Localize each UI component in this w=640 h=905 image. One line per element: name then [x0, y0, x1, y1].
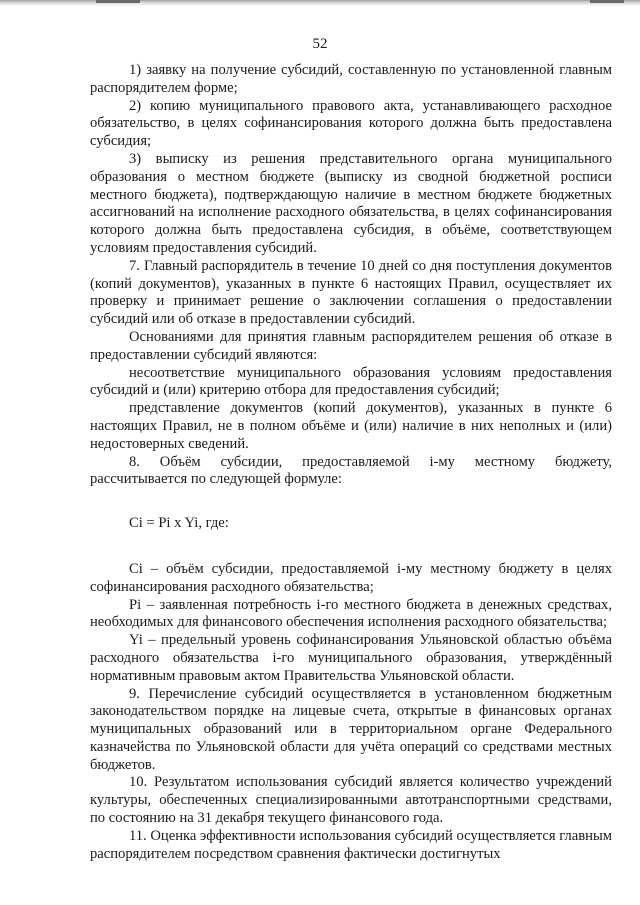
scan-artifact — [590, 0, 624, 3]
paragraph: 9. Перечисление субсидий осуществляется в установленном бюджетным законодательством порядке на лицевые счета, открытые в финансовых органах муниципальных образований или в территориальном органе Федерального казначейства по Ульяновской области для учёта операций со средствами местных бюджетов. — [90, 685, 612, 773]
paragraph: 3) выписку из решения представительного органа муниципального образования о местном бюджете (выписку из сводной бюджетной росписи местного бюджета), подтверждающую наличие в местном бюджете бюджетных ассигнований на исполнение расходного обязательства, в целях софинансирования которого должна быть предоставлена субсидия, в объёме, соответствующем условиям предоставления субсидий. — [90, 150, 612, 256]
paragraph: несоответствие муниципального образования условиям предоставления субсидий и (или) критерию отбора для предоставления субсидий; — [90, 364, 612, 399]
paragraph: Yi – предельный уровень софинансирования Ульяновской областью объёма расходного обязательства i-го муниципального образования, утверждённый нормативным правовым актом Правительства Ульяновской области. — [90, 632, 612, 684]
scan-artifact — [96, 0, 140, 3]
paragraph: Ci – объём субсидии, предоставляемой i-му местному бюджету в целях софинансирования расходного обязательства; — [90, 560, 612, 595]
paragraph: 1) заявку на получение субсидий, составленную по установленной главным распорядителем форме; — [90, 62, 612, 96]
paragraph: Основаниями для принятия главным распорядителем решения об отказе в предоставлении субсидий являются: — [90, 328, 612, 363]
paragraph: 2) копию муниципального правового акта, устанавливающего расходное обязательство, в целях софинансирования которого должна быть предоставлена субсидия; — [90, 97, 612, 150]
page-number: 52 — [312, 36, 328, 52]
paragraph: Pi – заявленная потребность i-го местного бюджета в денежных средствах, необходимых для финансового обеспечения исполнения расходного обязательства; — [90, 596, 612, 631]
formula: Ci = Pi x Yi, где: — [129, 515, 229, 532]
paragraph: 10. Результатом использования субсидий является количество учреждений культуры, обеспеченных специализированными автотранспортными средствами, по состоянию на 31 декабря текущего финансового года. — [90, 774, 612, 827]
paragraph: 8. Объём субсидии, предоставляемой i-му местному бюджету, рассчитывается по следующей формуле: — [90, 453, 612, 488]
paragraph: 11. Оценка эффективности использования субсидий осуществляется главным распорядителем посредством сравнения фактически достигнутых — [90, 827, 612, 862]
document-body — [90, 62, 612, 863]
paragraph: 7. Главный распорядитель в течение 10 дней со дня поступления документов (копий документов), указанных в пункте 6 настоящих Правил, осуществляет их проверку и принимает решение о заключении соглашения о предоставлении субсидий или об отказе в предоставлении субсидий. — [90, 257, 612, 328]
paragraph: представление документов (копий документов), указанных в пункте 6 настоящих Правил, не в полном объёме и (или) наличие в них неполных и (или) недостоверных сведений. — [90, 400, 612, 452]
